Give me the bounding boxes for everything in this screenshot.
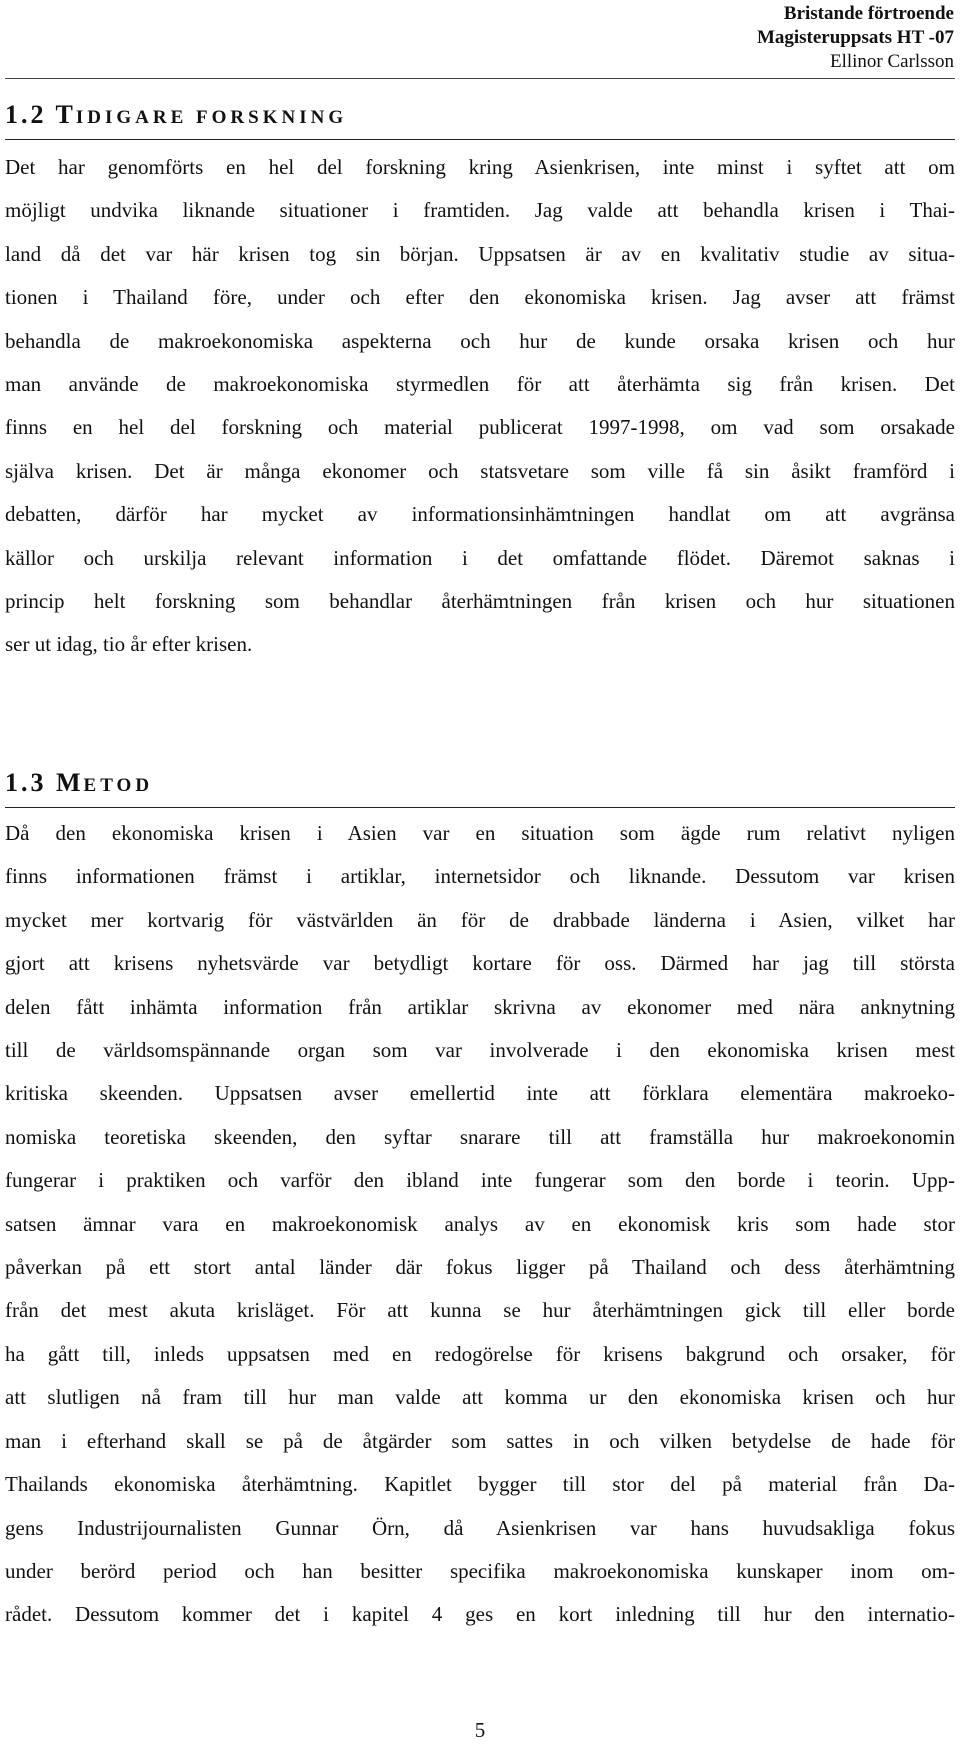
text-line: land då det var här krisen tog sin början. Uppsatsen är av en kvalitativ studie av situa-: [5, 241, 955, 266]
text-line: satsen ämnar vara en makroekonomisk analys av en ekonomisk kris som hade stor: [5, 1211, 955, 1236]
text-line: mycket mer kortvarig för västvärlden än för de drabbade länderna i Asien, vilket har: [5, 907, 955, 932]
header-author: Ellinor Carlsson: [829, 51, 954, 72]
text-line: debatten, därför har mycket av informationsinhämtningen handlat om att avgränsa: [5, 502, 955, 527]
text-line: finns informationen främst i artiklar, internetsidor och liknande. Dessutom var krisen: [5, 864, 955, 889]
text-line: att slutligen nå fram till hur man valde att komma ur den ekonomiska krisen och hur: [5, 1385, 955, 1410]
page-number: 5: [474, 1718, 486, 1742]
text-line: finns en hel del forskning och material publicerat 1997-1998, om vad som orsakade: [5, 415, 955, 440]
text-line: själva krisen. Det är många ekonomer och statsvetare som ville få sin åsikt framförd i: [5, 458, 955, 483]
section-title-rest: ETOD: [83, 775, 154, 796]
text-line: rådet. Dessutom kommer det i kapitel 4 ges en kort inledning till hur den internatio-: [5, 1602, 955, 1627]
text-line: delen fått inhämta information från artiklar skrivna av ekonomer med nära anknytning: [5, 994, 955, 1019]
text-line: påverkan på ett stort antal länder där fokus ligger på Thailand och dess återhämtning: [5, 1255, 955, 1280]
text-line: från det mest akuta krisläget. För att kunna se hur återhämtningen gick till eller borde: [5, 1298, 955, 1323]
text-line: man i efterhand skall se på de åtgärder som sattes in och vilken betydelse de hade för: [5, 1428, 955, 1453]
text-line: möjligt undvika liknande situationer i framtiden. Jag valde att behandla krisen i Thai-: [5, 198, 955, 223]
text-line: princip helt forskning som behandlar återhämtningen från krisen och hur situationen: [5, 589, 955, 614]
section-body-tidigare-forskning: [5, 146, 955, 667]
text-line: man använde de makroekonomiska styrmedlen för att återhämta sig från krisen. Det: [5, 372, 955, 397]
text-line: Då den ekonomiska krisen i Asien var en situation som ägde rum relativt nyligen: [5, 821, 955, 845]
text-line: fungerar i praktiken och varför den ibland inte fungerar som den borde i teorin. Upp-: [5, 1168, 955, 1193]
section-title-initial: T: [55, 100, 76, 129]
text-line: behandla de makroekonomiska aspekterna och hur de kunde orsaka krisen och hur: [5, 328, 955, 353]
header-title: Bristande förtroende: [783, 3, 954, 24]
text-line: under berörd period och han besitter specifika makroekonomiska kunskaper inom om-: [5, 1558, 955, 1583]
text-line: ha gått till, inleds uppsatsen med en redogörelse för krisens bakgrund och orsaker, för: [5, 1341, 955, 1366]
running-header: [757, 2, 954, 74]
section-number: 1.2: [5, 100, 47, 129]
header-divider: [5, 78, 955, 79]
section-number: 1.3: [5, 768, 47, 797]
text-line: kritiska skeenden. Uppsatsen avser emellertid inte att förklara elementära makroeko-: [5, 1081, 955, 1106]
text-line: gjort att krisens nyhetsvärde var betydligt kortare för oss. Därmed har jag till största: [5, 951, 955, 976]
text-line: Det har genomförts en hel del forskning kring Asienkrisen, inte minst i syftet att om: [5, 155, 955, 179]
section-body-metod: [5, 812, 955, 1637]
text-line: ser ut idag, tio år efter krisen.: [5, 632, 253, 657]
section-heading-metod: [5, 768, 955, 808]
header-subtitle: Magisteruppsats HT -07: [756, 27, 954, 48]
section-title-rest: IDIGARE FORSKNING: [75, 107, 348, 128]
section-title-initial: M: [56, 768, 84, 797]
text-line: tionen i Thailand före, under och efter den ekonomiska krisen. Jag avser att främst: [5, 285, 955, 310]
text-line: gens Industrijournalisten Gunnar Örn, då Asienkrisen var hans huvudsakliga fokus: [5, 1515, 955, 1540]
text-line: Thailands ekonomiska återhämtning. Kapitlet bygger till stor del på material från Da-: [5, 1472, 955, 1497]
text-line: nomiska teoretiska skeenden, den syftar snarare till att framställa hur makroekonomin: [5, 1124, 955, 1149]
section-heading-tidigare-forskning: [5, 100, 955, 140]
text-line: källor och urskilja relevant information i det omfattande flödet. Däremot saknas i: [5, 545, 955, 570]
text-line: till de världsomspännande organ som var involverade i den ekonomiska krisen mest: [5, 1038, 955, 1063]
